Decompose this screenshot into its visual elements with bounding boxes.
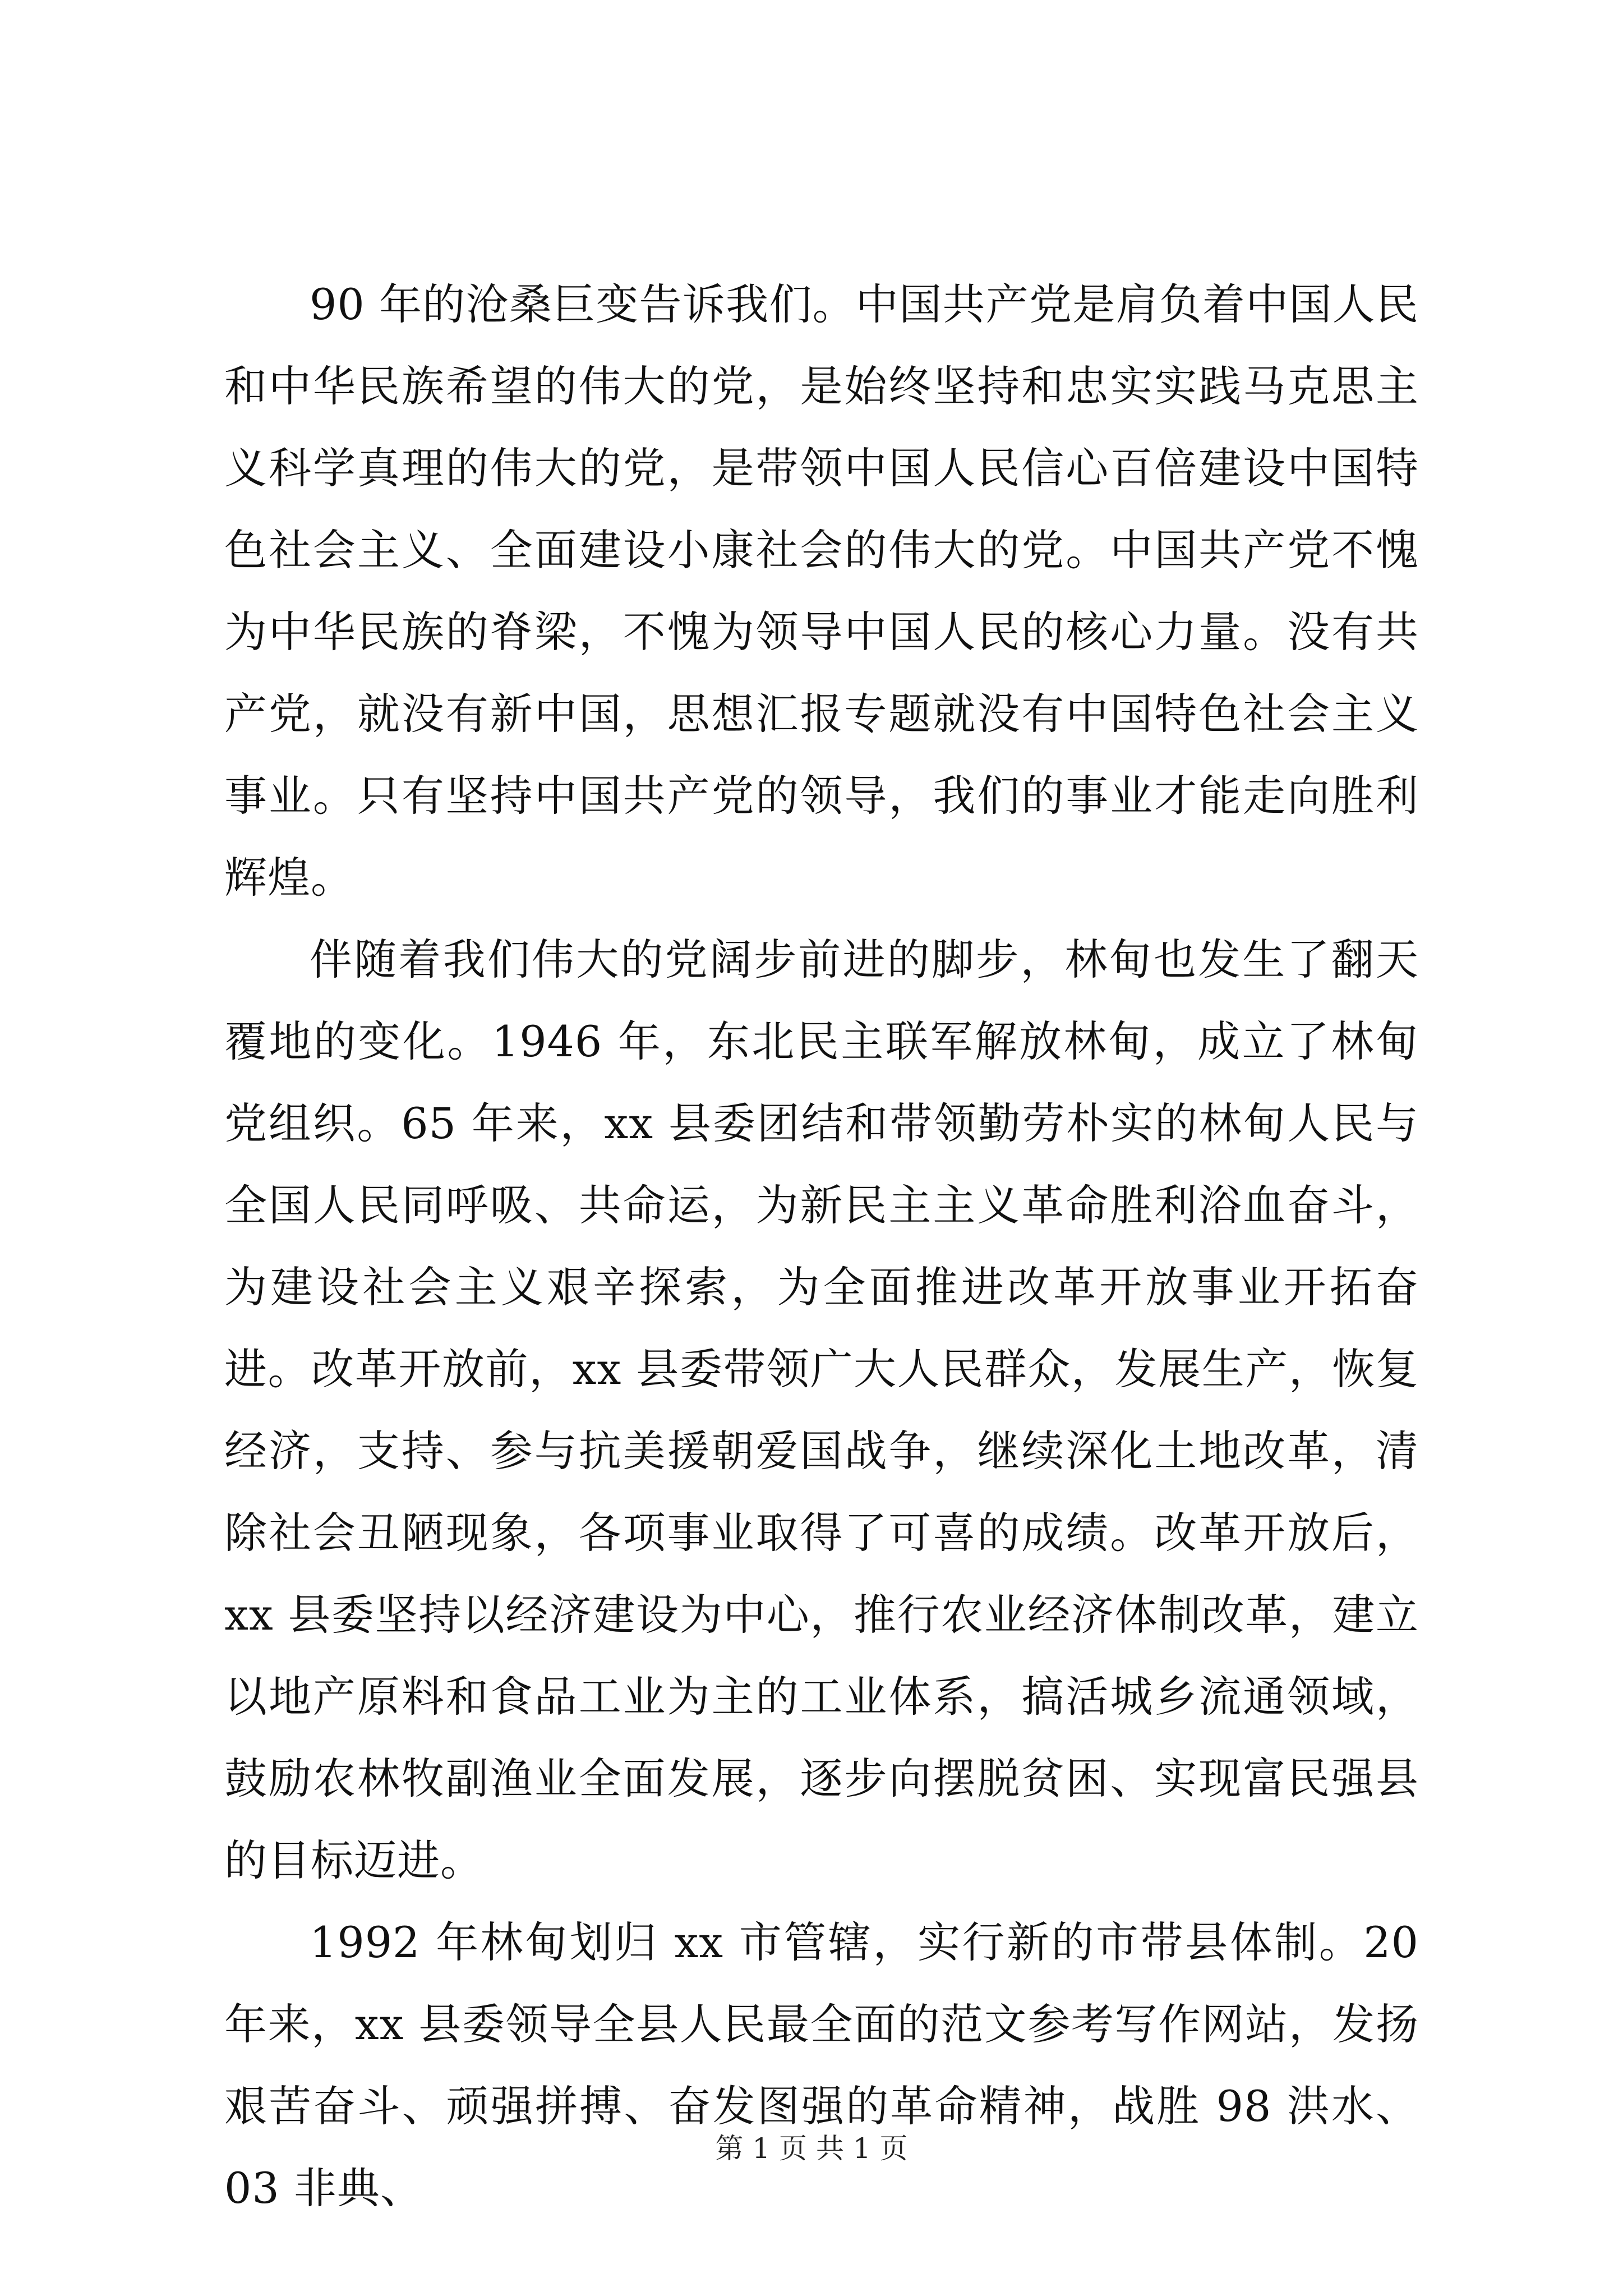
paragraph-3: 1992 年林甸划归 xx 市管辖，实行新的市带县体制。20 年来，xx 县委领导全县人民最全面的范文参考写作网站，发扬艰苦奋斗、顽强拼搏、奋发图强的革命精神，战胜 98 洪水、03 非典、 xyxy=(224,1917,1419,2213)
paragraph-2: 伴随着我们伟大的党阔步前进的脚步，林甸也发生了翻天覆地的变化。1946 年，东北民主联军解放林甸，成立了林甸党组织。65 年来，xx 县委团结和带领勤劳朴实的林甸人民与全国人民同呼吸、共命运，为新民主主义革命胜利浴血奋斗，为建设社会主义艰辛探索，为全面推进改革开放事业开拓奋进。改革开放前，xx 县委带领广大人民群众，发展生产，恢复经济，支持、参与抗美援朝爱国战争，继续深化土地改革，清除社会丑陋现象，各项事业取得了可喜的成绩。改革开放后，xx 县委坚持以经济建设为中心，推行农业经济体制改革，建立以地产原料和食品工业为主的工业体系，搞活城乡流通领域，鼓励农林牧副渔业全面发展，逐步向摆脱贫困、实现富民强县的目标迈进。 xyxy=(224,935,1419,1885)
paragraph-1: 90 年的沧桑巨变告诉我们。中国共产党是肩负着中国人民和中华民族希望的伟大的党，是始终坚持和忠实实践马克思主义科学真理的伟大的党，是带领中国人民信心百倍建设中国特色社会主义、全面建设小康社会的伟大的党。中国共产党不愧为中华民族的脊梁，不愧为领导中国人民的核心力量。没有共产党，就没有新中国，思想汇报专题就没有中国特色社会主义事业。只有坚持中国共产党的领导，我们的事业才能走向胜利辉煌。 xyxy=(224,279,1419,903)
document-body xyxy=(224,264,1419,2229)
page-footer: 第 1 页 共 1 页 xyxy=(715,2132,908,2165)
